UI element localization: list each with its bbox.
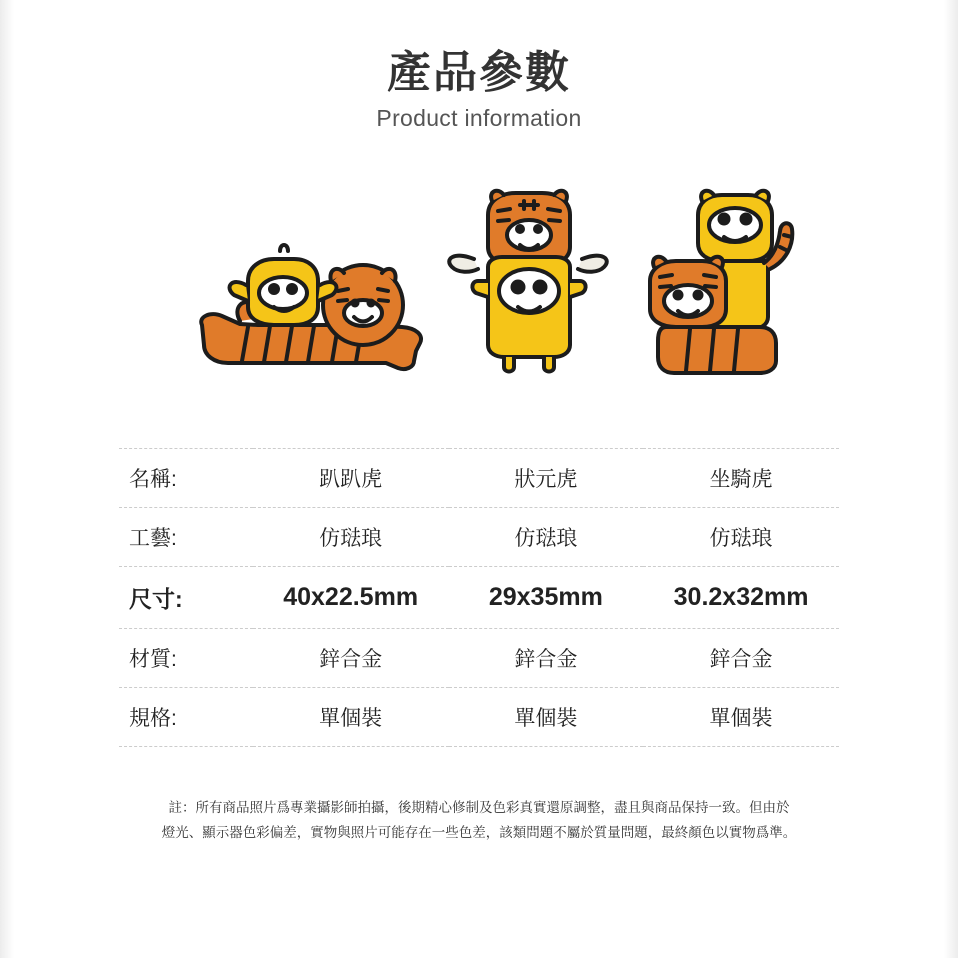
product-spec-table [119,448,839,747]
page-edge-left [0,0,14,958]
lying-tiger-pin-icon [188,185,438,405]
cell-spec-product3: 單個裝 [709,706,773,730]
cell-spec-product1: 單個裝 [319,706,383,730]
table-row [119,507,839,566]
cell-spec-product2: 單個裝 [514,706,578,730]
cell-material-product3: 鋅合金 [709,647,773,671]
page-title-cn: 產品參數 [387,48,571,97]
scholar-tiger-pin-icon [438,185,618,405]
riding-tiger-pin-icon [628,185,828,405]
product-image-2 [438,185,618,410]
page-edge-right [944,0,958,958]
footnote-line-2: 燈光、顯示器色彩偏差，實物與照片可能存在一些色差，該類問題不屬於質量問題，最終顏色以實物爲準。 [161,825,797,841]
cell-size-product3: 30.2x32mm [673,582,809,611]
cell-size-product2: 29x35mm [488,582,603,611]
row-label-spec: 規格: [129,706,177,730]
row-label-craft: 工藝: [129,526,177,550]
cell-name-product1: 趴趴虎 [319,467,383,491]
footnote [129,795,829,846]
row-label-size: 尺寸: [129,585,183,612]
cell-size-product1: 40x22.5mm [283,582,419,611]
cell-name-product3: 坐騎虎 [709,467,773,491]
product-image-1 [188,185,438,410]
page-title-en: Product information [376,104,582,131]
table-row [119,628,839,687]
table-row [119,448,839,507]
cell-craft-product3: 仿琺琅 [709,526,773,550]
page-header [0,0,958,132]
cell-craft-product1: 仿琺琅 [319,526,383,550]
product-image-3 [628,185,828,410]
row-label-name: 名稱: [129,467,177,491]
table-row [119,566,839,628]
table-row [119,687,839,746]
cell-material-product1: 鋅合金 [319,647,383,671]
footnote-line-1: 註：所有商品照片爲專業攝影師拍攝，後期精心修制及色彩真實還原調整，盡且與商品保持一致。但由於 [168,799,790,815]
product-image-row [0,172,958,422]
cell-craft-product2: 仿琺琅 [514,526,578,550]
cell-name-product2: 狀元虎 [514,467,578,491]
row-label-material: 材質: [129,647,177,671]
cell-material-product2: 鋅合金 [514,647,578,671]
